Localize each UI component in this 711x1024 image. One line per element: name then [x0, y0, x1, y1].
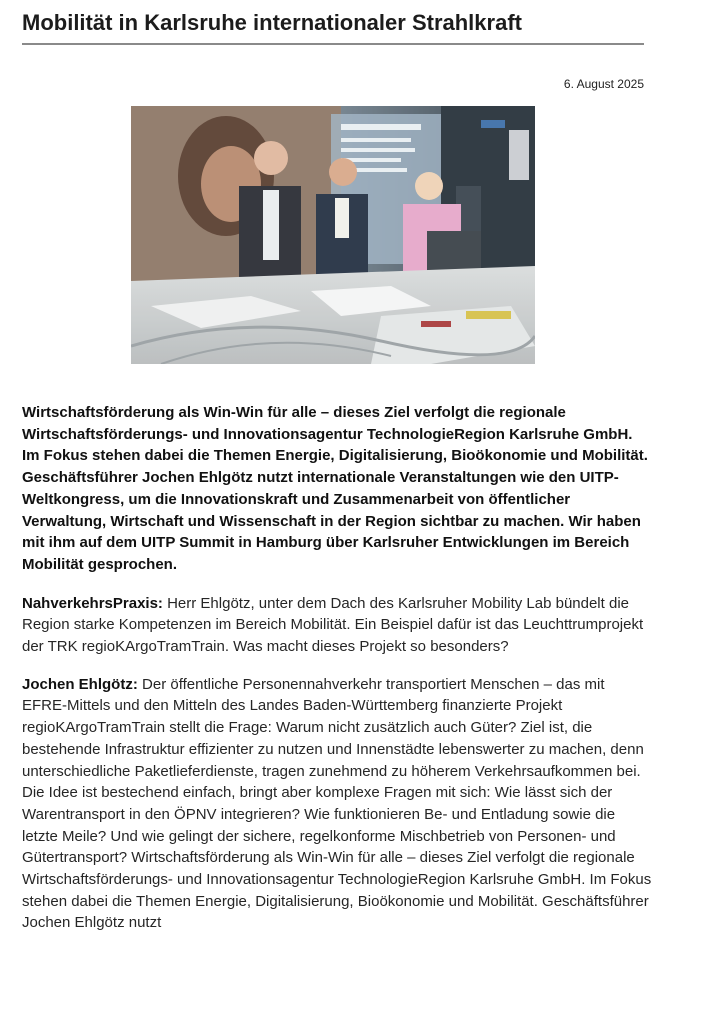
page-title: Mobilität in Karlsruhe internationaler Strahlkraft	[22, 10, 522, 35]
article-photo	[131, 106, 535, 364]
trade-fair-photo-illustration	[131, 106, 535, 364]
question-text: Herr Ehlgötz, unter dem Dach des Karlsruher Mobility Lab bündelt die Region starke Kompetenzen im Bereich Mobilität. Ein Beispiel dafür ist das Leuchttrumprojekt der TRK regioKArgoTramTrain. Was macht dieses Projekt so besonders?	[22, 594, 644, 656]
interview-question	[22, 593, 652, 658]
answer-text: Der öffentliche Personennahverkehr transportiert Menschen – das mit EFRE-Mittels und den Mitteln des Landes Baden-Württemberg finanzierte Projekt regioKArgoTramTrain stellt die Frage: Warum nicht zusätzlich auch Güter? Ziel ist, die bestehende Infrastruktur effizienter zu nutzen und Innenstädte lebenswerter zu machen, denn unterschiedliche Paketlieferdienste, tragen zunehmend zu höherem Verkehrsaufkommen bei. Die Idee ist bestechend einfach, bringt aber komplexe Fragen mit sich: Wie lässt sich der Warentransport in den ÖPNV integrieren? Wie funktionieren Be- und Entladung sowie die letzte Meile? Und wie gelingt der sichere, regelkonforme Mischbetrieb von Personen- und Gütertransport? Wirtschaftsförderung als Win-Win für alle – dieses Ziel verfolgt die regionale Wirtschaftsförderungs- und Innovationsagentur TechnologieRegion Karlsruhe GmbH. Im Fokus stehen dabei die Themen Energie, Digitalisierung, Bioökonomie und Mobilität. Geschäftsführer Jochen Ehlgötz nutzt	[22, 675, 652, 932]
article-body	[22, 402, 652, 950]
interview-answer	[22, 674, 652, 934]
speaker-label: NahverkehrsPraxis:	[22, 594, 163, 612]
speaker-label: Jochen Ehlgötz:	[22, 675, 138, 693]
title-divider	[22, 43, 644, 45]
article-lead: Wirtschaftsförderung als Win-Win für alle – dieses Ziel verfolgt die regionale Wirtschaftsförderungs- und Innovationsagentur TechnologieRegion Karlsruhe GmbH. Im Fokus stehen dabei die Themen Energie, Digitalisierung, Bioökonomie und Mobilität. Geschäftsführer Jochen Ehlgötz nutzt internationale Veranstaltungen wie den UITP-Weltkongress, um die Innovationskraft und Zusammenarbeit von öffentlicher Verwaltung, Wirtschaft und Wissenschaft in der Region sichtbar zu machen. Wir haben mit ihm auf dem UITP Summit in Hamburg über Karlsruher Entwicklungen im Bereich Mobilität gesprochen.	[22, 404, 648, 573]
publish-date: 6. August 2025	[563, 77, 644, 91]
